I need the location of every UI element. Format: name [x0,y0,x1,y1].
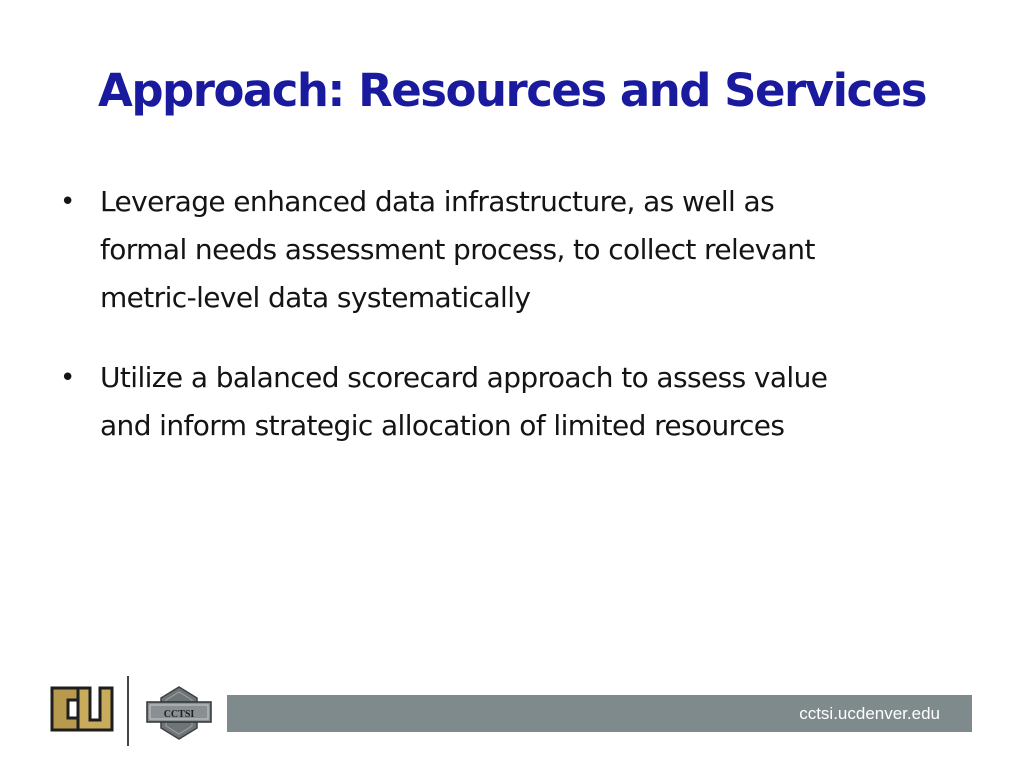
cu-logo-icon [48,678,114,740]
cctsi-logo-text: CCTSI [163,709,195,720]
footer-divider [127,676,129,746]
bullet-item [58,178,978,322]
bullet-list [58,178,978,482]
bullet-line: Leverage enhanced data infrastructure, as well as [100,185,775,218]
slide-title: Approach: Resources and Services [98,64,926,117]
footer-bar [227,695,972,732]
footer-url: cctsi.ucdenver.edu [799,704,940,723]
cctsi-logo-icon [141,686,217,740]
bullet-icon: • [60,363,75,393]
bullet-line: Utilize a balanced scorecard approach to assess value [100,361,828,394]
bullet-line: formal needs assessment process, to collect relevant [100,233,815,266]
bullet-icon: • [60,187,75,217]
bullet-line: metric-level data systematically [100,281,531,314]
bullet-line: and inform strategic allocation of limited resources [100,409,785,442]
footer [0,670,1024,750]
bullet-item [58,354,978,450]
